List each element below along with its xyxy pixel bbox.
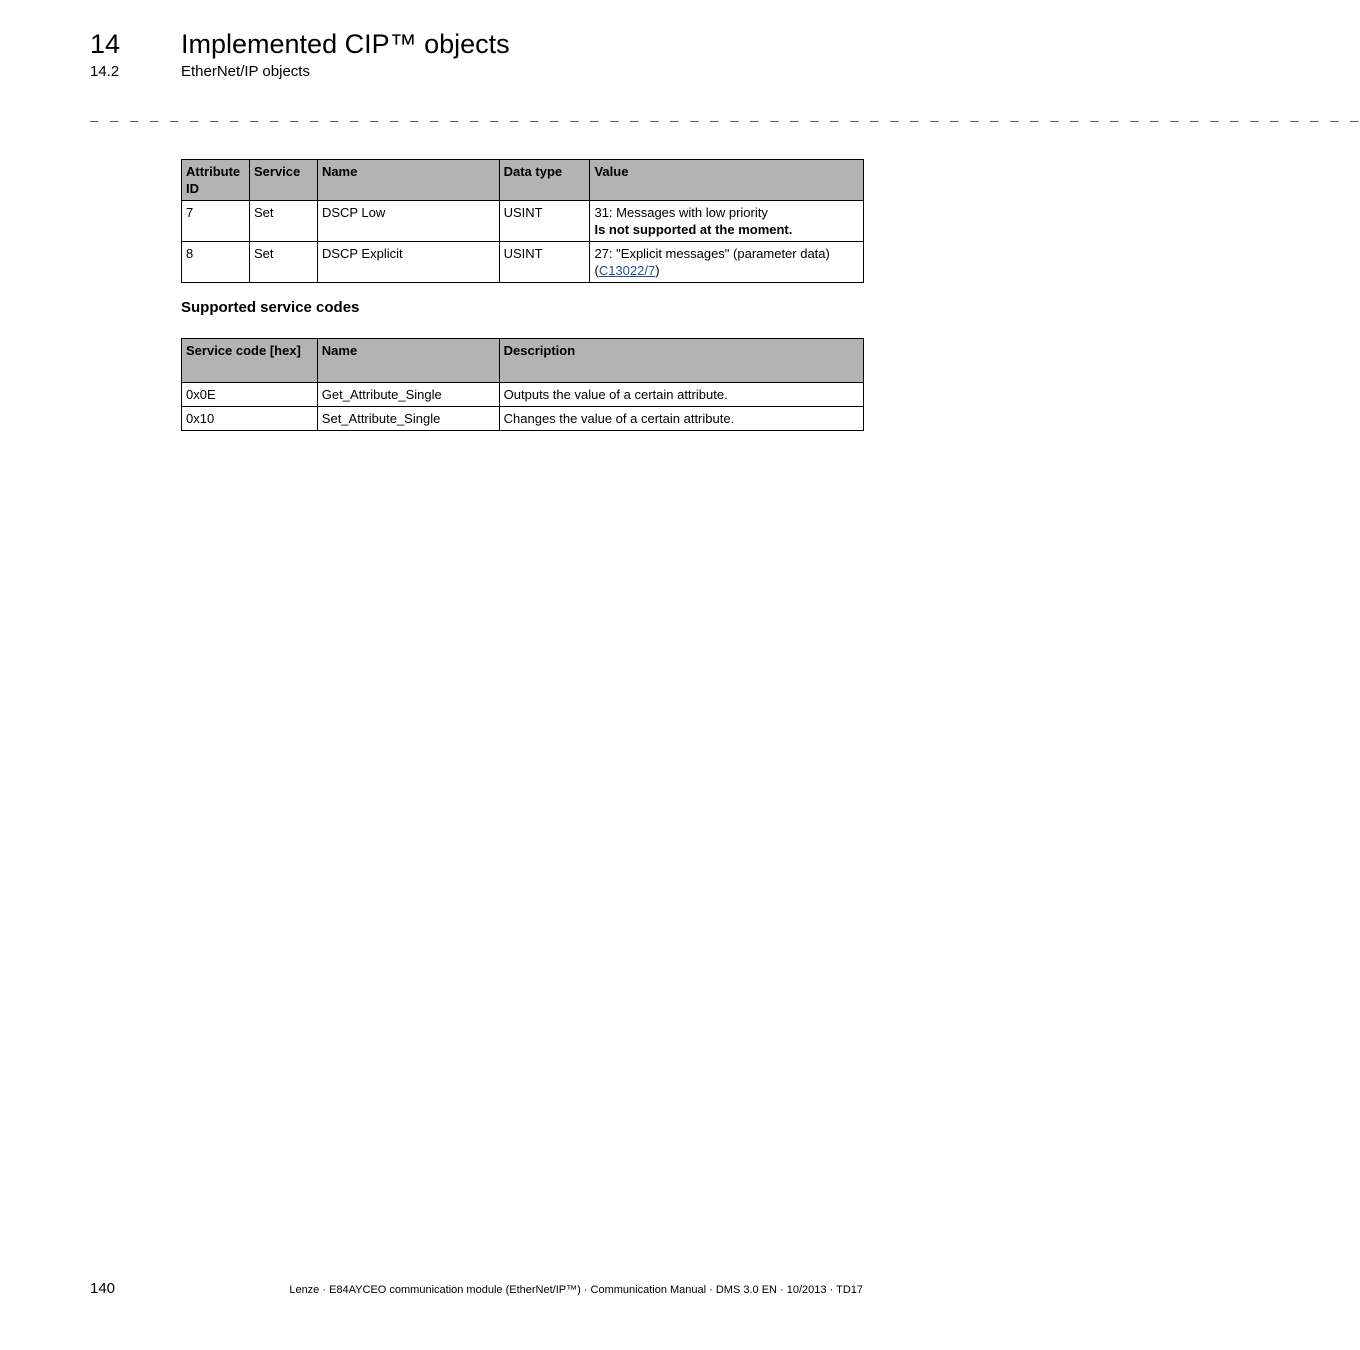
header-dashed-rule: _ _ _ _ _ _ _ _ _ _ _ _ _ _ _ _ _ _ _ _ _ _ _ _ _ _ _ _ _ _ _ _ _ _ _ _ _ _ _ _ _ _ _ _ _ _ _ _ _ _ _ _ _ _ _ _ _ _ _ _ _ _ _ _	[90, 109, 1360, 125]
cell-service-code: 0x10	[182, 407, 318, 431]
value-note: Is not supported at the moment.	[594, 222, 793, 237]
value-reference	[594, 262, 859, 279]
service-codes-table	[181, 338, 864, 431]
cell-service: Set	[249, 201, 317, 242]
cell-attribute-id: 8	[182, 242, 250, 283]
cell-description: Outputs the value of a certain attribute.	[499, 383, 863, 407]
chapter-title: Implemented CIP™ objects	[181, 29, 510, 59]
header-service: Service	[249, 160, 317, 201]
value-text: 31: Messages with low priority	[594, 205, 768, 220]
service-codes-heading: Supported service codes	[181, 299, 360, 316]
cell-attribute-id: 7	[182, 201, 250, 242]
cell-value	[590, 201, 864, 242]
table-row	[182, 201, 864, 242]
attributes-table-header-row	[182, 160, 864, 201]
header-attribute-id: Attribute ID	[182, 160, 250, 201]
paren-open: (	[594, 263, 599, 278]
cell-name: DSCP Explicit	[317, 242, 499, 283]
paren-close: )	[655, 263, 660, 278]
value-text: 27: "Explicit messages" (parameter data)	[594, 246, 830, 261]
code-link-c13022-7[interactable]: C13022/7	[598, 263, 656, 278]
header-service-code: Service code [hex]	[182, 339, 318, 383]
cell-service: Set	[249, 242, 317, 283]
cell-data-type: USINT	[499, 201, 590, 242]
attributes-table	[181, 159, 864, 283]
page-number: 140	[90, 1280, 116, 1297]
cell-name: Get_Attribute_Single	[317, 383, 499, 407]
cell-value	[590, 242, 864, 283]
chapter-number: 14	[90, 29, 121, 59]
cell-name: Set_Attribute_Single	[317, 407, 499, 431]
header-name: Name	[317, 339, 499, 383]
table-row	[182, 383, 864, 407]
service-codes-header-row	[182, 339, 864, 383]
cell-name: DSCP Low	[317, 201, 499, 242]
footer-text: Lenze · E84AYCEO communication module (EtherNet/IP™) · Communication Manual · DMS 3.0 EN · 10/2013 · TD17	[289, 1284, 863, 1296]
table-row	[182, 407, 864, 431]
header-data-type: Data type	[499, 160, 590, 201]
header-name: Name	[317, 160, 499, 201]
header-description: Description	[499, 339, 863, 383]
cell-data-type: USINT	[499, 242, 590, 283]
section-number: 14.2	[90, 63, 120, 80]
section-title: EtherNet/IP objects	[181, 63, 310, 80]
cell-description: Changes the value of a certain attribute.	[499, 407, 863, 431]
cell-service-code: 0x0E	[182, 383, 318, 407]
header-value: Value	[590, 160, 864, 201]
table-row	[182, 242, 864, 283]
